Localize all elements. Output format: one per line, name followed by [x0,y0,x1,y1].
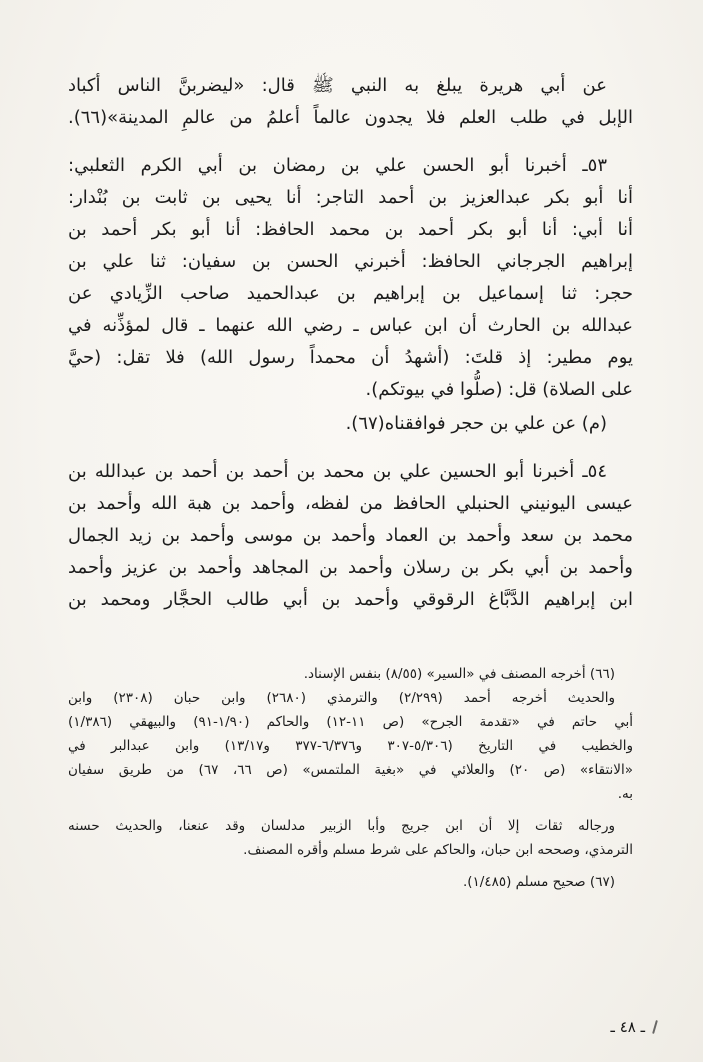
text-line: حجر: ثنا إسماعيل بن إبراهيم بن عبدالحميد صاحب الزِّيادي عن [68,283,633,304]
text-line: يوم مطير: إذ قلتَ: (أشهدُ أن محمداً رسول الله) فلا تقل: (حيَّ [68,347,633,368]
text-line: وأحمد بن أبي بكر بن رسلان وأحمد بن المجاهد وأحمد بن عزيز وأحمد [68,557,633,578]
page-number: ـ ٤٨ ـ [610,1018,645,1036]
text-line: ورجاله ثقات إلا أن ابن جريج وأبا الزبير مدلسان وقد عنعنا، والحديث حسنه [68,818,615,834]
hadith-intro-matn [68,70,633,134]
hadith-53 [68,150,633,406]
text-line: عن أبي هريرة يبلغ به النبي ﷺ قال: «ليضربنَّ الناس أكباد [68,75,607,96]
text-line: عيسى اليونيني الحنبلي الحافظ من لفظه، وأحمد بن هبة الله وأحمد بن [68,493,633,514]
hadith-54 [68,456,633,616]
text-line: محمد بن سعد وأحمد بن العماد وأحمد بن موسى وأحمد بن زيد الجمال [68,525,633,546]
text-line: أنا أبي: أنا أبو بكر أحمد بن محمد الحافظ: أنا أبو بكر أحمد بن [68,219,633,240]
text-line: ابن إبراهيم الدَّبَّاغ الرقوقي وأحمد بن أبي طالب الحجَّار ومحمد بن [68,589,633,610]
text-line: به. [617,786,633,802]
muslim-reference-line [68,408,633,440]
text-line: على الصلاة) قل: (صلُّوا في بيوتكم). [365,379,633,400]
text-line: (٦٦) أخرجه المصنف في «السير» (٨/٥٥) بنفس الإسناد. [303,666,615,682]
text-line: ٥٣ـ أخبرنا أبو الحسن علي بن رمضان بن أبي الكرم الثعلبي: [68,155,607,176]
text-line: إبراهيم الجرجاني الحافظ: أخبرني الحسن بن سفيان: ثنا علي بن [68,251,633,272]
text-line: أبي حاتم في «تقدمة الجرح» (ص ١١-١٢) والحاكم (١/٩٠-٩١) والبيهقي (١/٣٨٦) [68,714,633,730]
text-line: أنا أبو بكر عبدالعزيز بن أحمد التاجر: أنا يحيى بن ثابت بن بُنْدار: [68,187,633,208]
text-line: الترمذي، وصححه ابن حبان، والحاكم على شرط مسلم وأقره المصنف. [243,842,633,858]
ink-mark [652,1020,658,1034]
page-content [68,70,633,894]
text-line: (م) عن علي بن حجر فوافقناه(٦٧). [345,413,607,434]
text-line: (٦٧) صحيح مسلم (١/٤٨٥). [462,874,615,890]
text-line: «الانتقاء» (ص ٢٠) والعلائي في «بغية الملتمس» (ص ٦٦، ٦٧) من طريق سفيان [68,762,633,778]
footnote-66-source [68,662,633,686]
text-line: والحديث أخرجه أحمد (٢/٢٩٩) والترمذي (٢٦٨٠) وابن حبان (٢٣٠٨) وابن [68,690,615,706]
footnote-66-grading [68,814,633,862]
footnote-67 [68,870,633,894]
text-line: الإبل في طلب العلم فلا يجدون عالماً أعلمُ من عالمِ المدينة»(٦٦). [68,107,633,128]
text-line: عبدالله بن الحارث أن ابن عباس ـ رضي الله عنهما ـ قال لمؤذِّنه في [68,315,633,336]
footnote-66-takhrij [68,686,633,806]
text-line: والخطيب في التاريخ (٥/٣٠٦-٣٠٧ و٦/٣٧٦-٣٧٧ و١٣/١٧) وابن عبدالبر في [68,738,633,754]
main-text [68,70,633,616]
text-line: ٥٤ـ أخبرنا أبو الحسين علي بن محمد بن أحمد بن أحمد بن عبدالله بن [68,461,607,482]
footnotes-section [68,662,633,894]
